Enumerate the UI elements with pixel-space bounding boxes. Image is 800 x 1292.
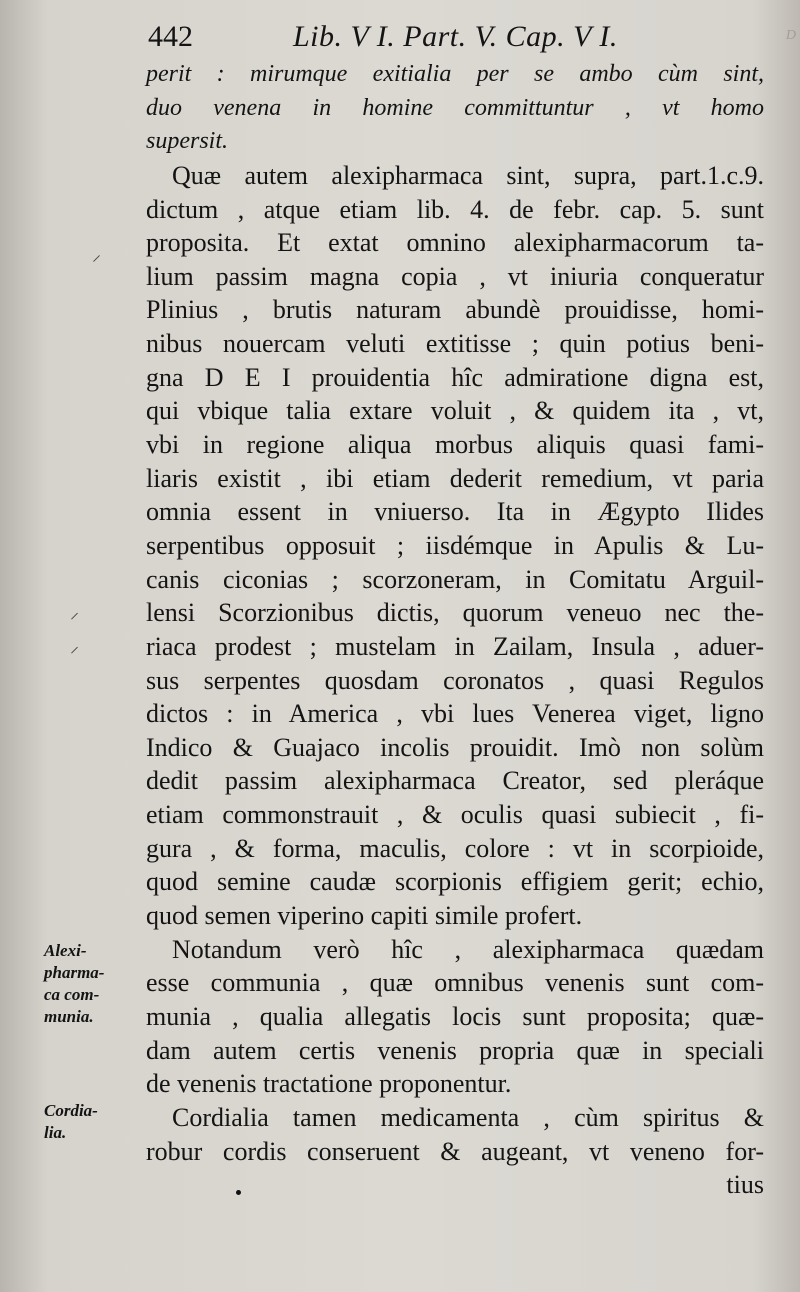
ink-spot: [236, 1190, 241, 1195]
text-line: esse communia , quæ omnibus venenis sunt com-: [146, 968, 764, 998]
page-header: [148, 20, 768, 60]
text-line: dictum , atque etiam lib. 4. de febr. cap. 5. sunt: [146, 194, 764, 224]
text-line: quod semine caudæ scorpionis effigiem gerit; echio,: [146, 867, 764, 897]
bleed-through-mark: D: [785, 28, 796, 43]
text-line: duo venena in homine committuntur , vt homo: [146, 94, 764, 121]
margin-note-cordialia: [44, 1100, 98, 1144]
text-line: vbi in regione aliqua morbus aliquis quasi fami-: [146, 430, 764, 460]
text-line: quod semen viperino capiti simile profert.: [146, 901, 583, 931]
margin-note-line: Alexi-: [44, 941, 87, 960]
margin-note-line: lia.: [44, 1123, 67, 1142]
edge-mark: ⸝: [70, 602, 79, 622]
catchword: tius: [726, 1170, 764, 1200]
margin-note-alexipharmaca: [44, 940, 104, 1028]
text-line: liaris existit , ibi etiam dederit remedium, vt paria: [146, 463, 764, 493]
body-text: [146, 58, 764, 1202]
running-title: Lib. V I. Part. V. Cap. V I.: [293, 20, 618, 53]
text-line: perit : mirumque exitialia per se ambo cùm sint,: [146, 61, 764, 87]
text-line: munia , qualia allegatis locis sunt proposita; quæ-: [146, 1001, 764, 1031]
margin-note-line: ca com-: [44, 985, 100, 1004]
text-line: robur cordis conseruent & augeant, vt veneno for-: [146, 1136, 764, 1166]
text-line: omnia essent in vniuerso. Ita in Ægypto Ilides: [146, 497, 764, 527]
text-line: Notandum verò hîc , alexipharmaca quædam: [172, 934, 764, 964]
text-line: Indico & Guajaco incolis prouidit. Imò non solùm: [146, 732, 764, 762]
text-line: Cordialia tamen medicamenta , cùm spiritus &: [172, 1102, 764, 1132]
text-line: Plinius , brutis naturam abundè prouidisse, homi-: [146, 295, 764, 325]
edge-mark: ⸝: [70, 636, 79, 656]
text-line: sus serpentes quosdam coronatos , quasi Regulos: [146, 665, 764, 695]
text-line: proposita. Et extat omnino alexipharmacorum ta-: [146, 228, 764, 258]
text-line: serpentibus opposuit ; iisdémque in Apulis & Lu-: [146, 530, 764, 560]
margin-note-line: pharma-: [44, 963, 105, 982]
text-line: lium passim magna copia , vt iniuria conqueratur: [146, 261, 764, 291]
text-line: canis ciconias ; scorzoneram, in Comitatu Arguil-: [146, 564, 764, 594]
text-line: nibus nouercam veluti extitisse ; quin potius beni-: [146, 329, 764, 359]
margin-note-line: munia.: [44, 1007, 94, 1026]
text-line: dam autem certis venenis propria quæ in speciali: [146, 1035, 764, 1065]
text-line: Quæ autem alexipharmaca sint, supra, part.1.c.9.: [172, 160, 764, 190]
text-line: qui vbique talia extare voluit , & quidem ita , vt,: [146, 396, 764, 426]
text-line: riaca prodest ; mustelam in Zailam, Insula , aduer-: [146, 631, 764, 661]
text-line: lensi Scorzionibus dictis, quorum veneuo nec the-: [146, 598, 764, 628]
text-line: de venenis tractatione proponentur.: [146, 1069, 512, 1099]
text-line: gna D E I prouidentia hîc admiratione digna est,: [146, 362, 764, 392]
margin-note-line: Cordia-: [44, 1101, 98, 1120]
text-line: dedit passim alexipharmaca Creator, sed pleráque: [146, 766, 764, 796]
text-line: dictos : in America , vbi lues Venerea viget, ligno: [146, 699, 764, 729]
text-line: supersit.: [146, 128, 229, 155]
page-number: 442: [148, 20, 193, 53]
text-line: gura , & forma, maculis, colore : vt in scorpioide,: [146, 833, 764, 863]
edge-mark: ⸍: [92, 252, 101, 272]
text-line: etiam commonstrauit , & oculis quasi subiecit , fi-: [146, 800, 764, 830]
